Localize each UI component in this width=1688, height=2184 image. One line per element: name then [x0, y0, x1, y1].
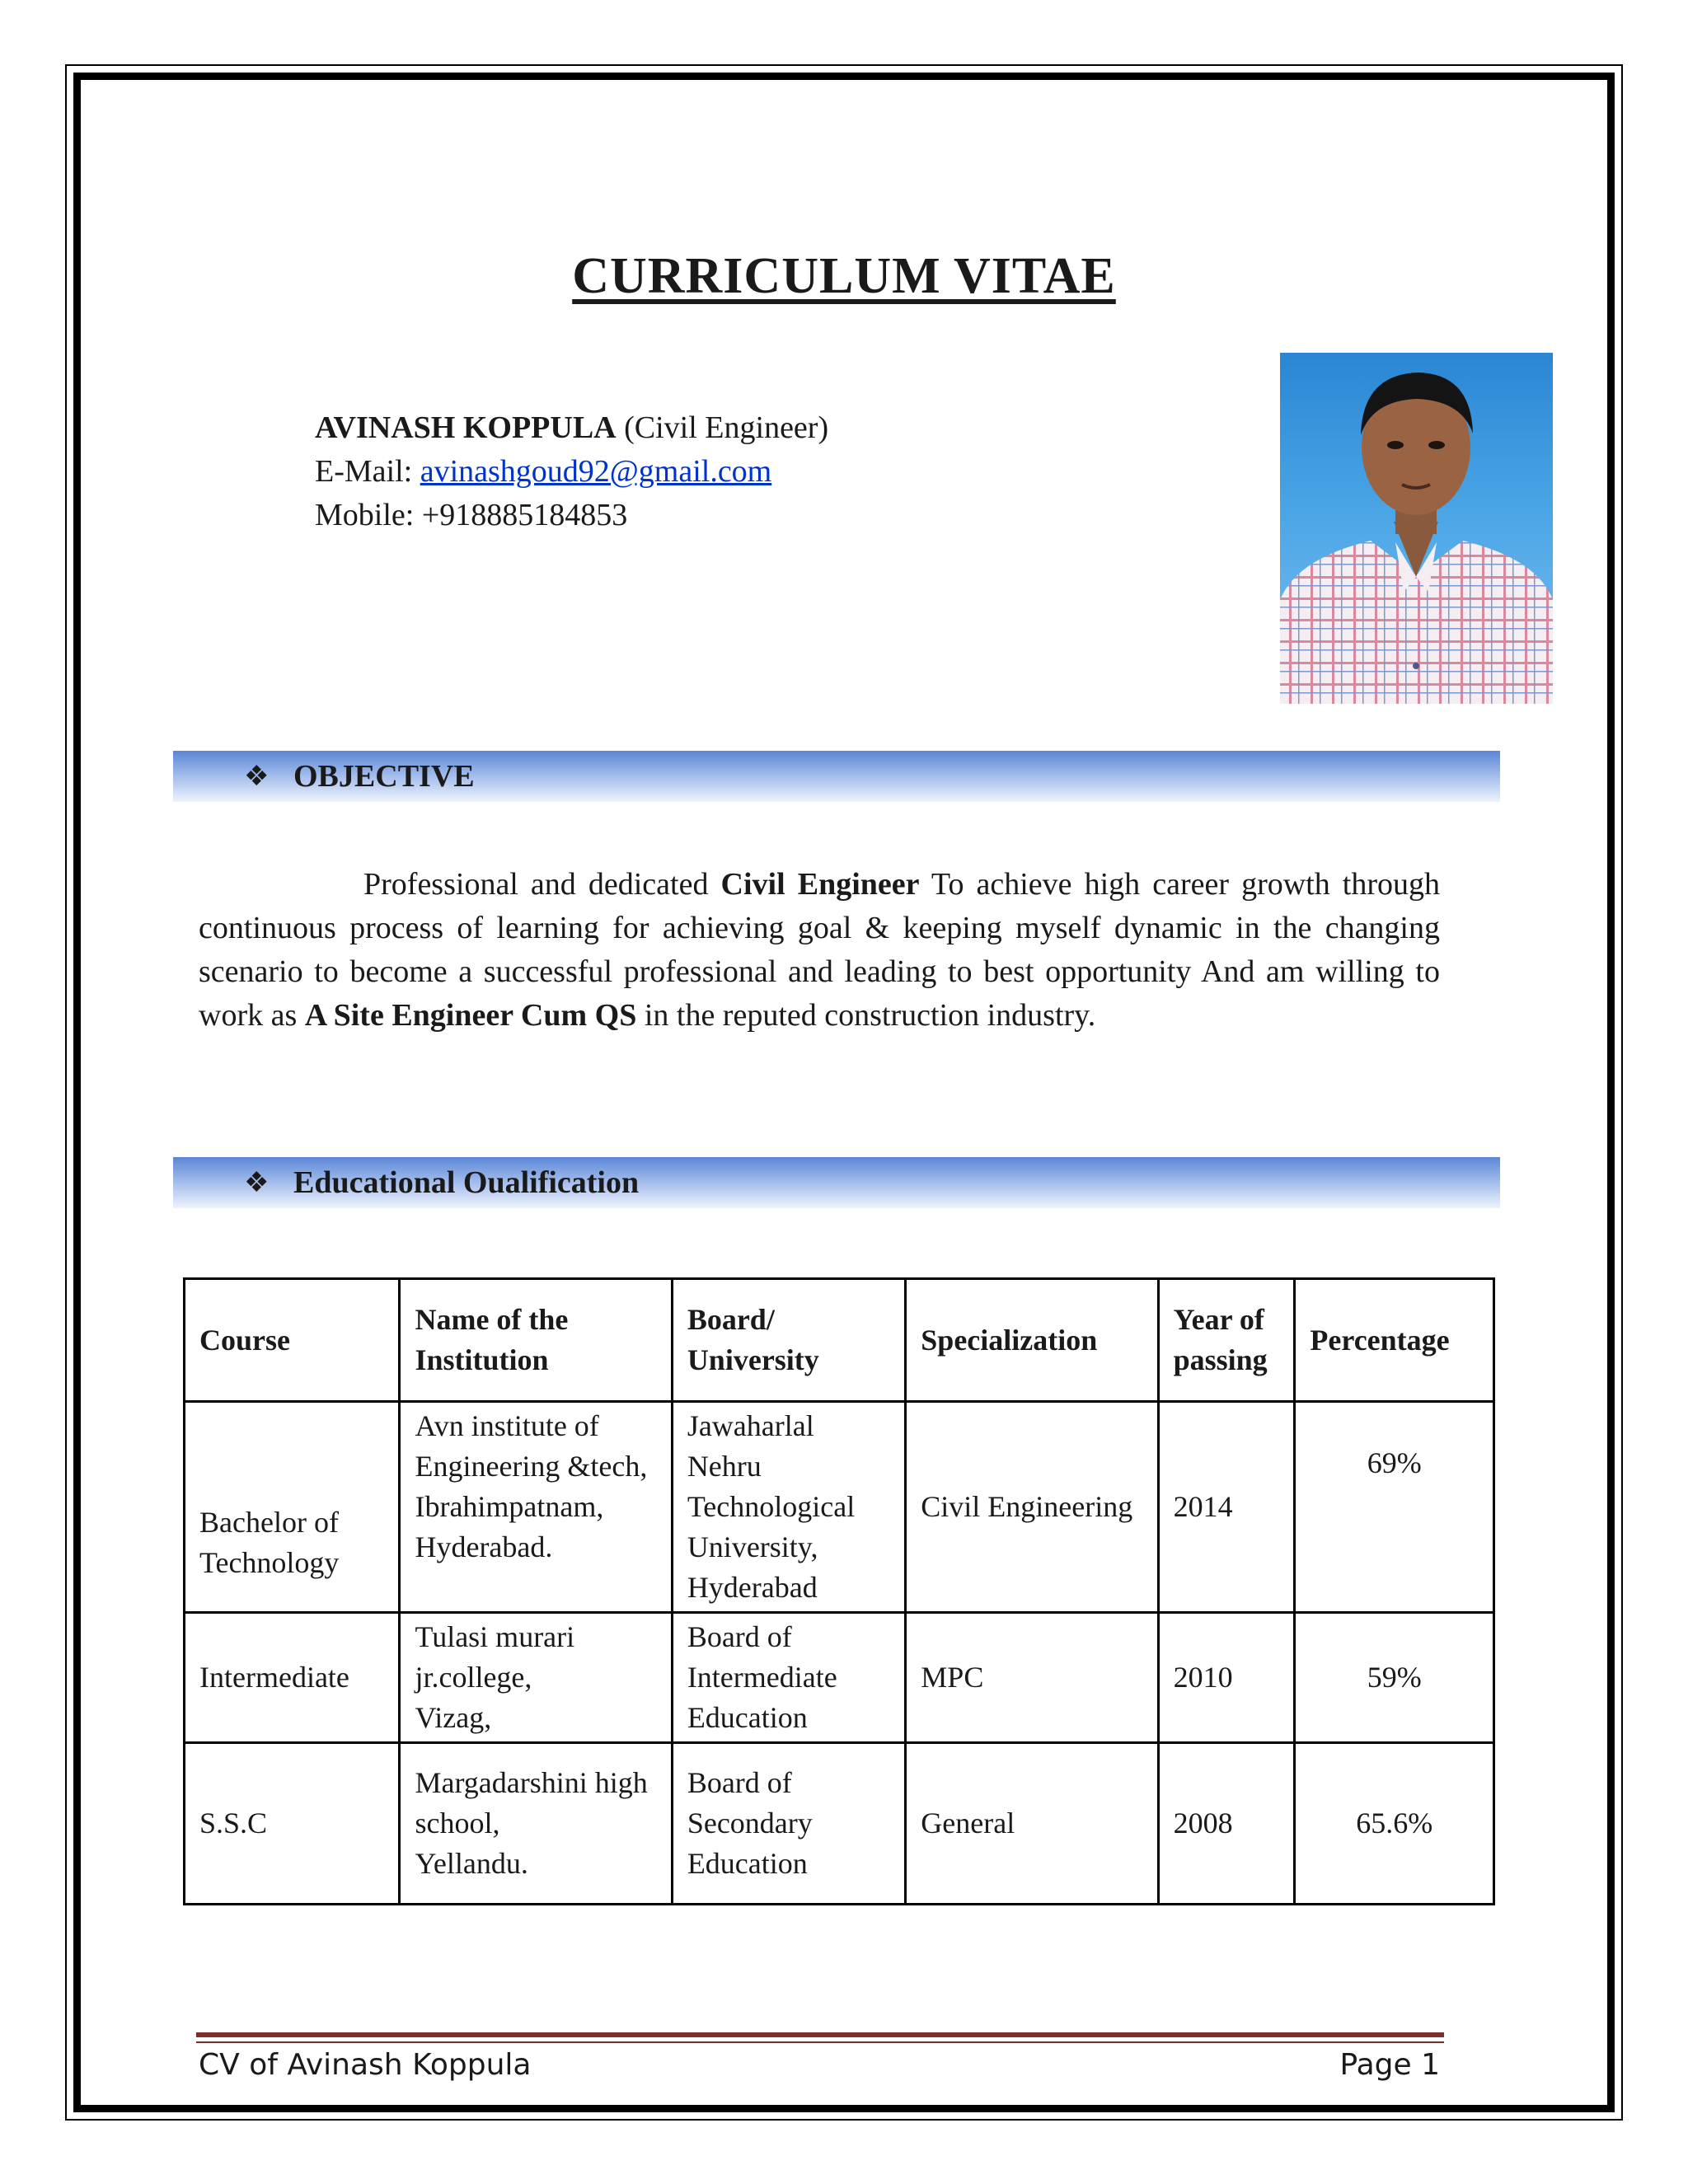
candidate-name: AVINASH KOPPULA: [315, 410, 617, 445]
profile-photo: [1280, 353, 1553, 704]
cell-board: Jawaharlal Nehru Technological University, Hyderabad: [672, 1402, 905, 1613]
mobile-line: [315, 494, 828, 537]
cell-course: Bachelor of Technology: [185, 1402, 400, 1613]
footer-page-number: Page 1: [1339, 2048, 1440, 2082]
cell-percentage: 69%: [1295, 1402, 1494, 1613]
cell-board: Board of Intermediate Education: [672, 1613, 905, 1743]
header-board: Board/ University: [672, 1279, 905, 1402]
table-row: [185, 1743, 1494, 1905]
mobile-label: Mobile:: [315, 498, 415, 532]
header-institution: Name of the Institution: [400, 1279, 672, 1402]
cell-year: 2008: [1158, 1743, 1295, 1905]
education-table: [183, 1277, 1495, 1905]
name-line: [315, 406, 828, 450]
candidate-role: (Civil Engineer): [624, 410, 829, 445]
table-row: [185, 1402, 1494, 1613]
education-heading: Educational Oualification: [293, 1165, 640, 1200]
footer-divider-thin: [196, 2041, 1444, 2043]
cell-institution: Avn institute of Engineering &tech, Ibrahimpatnam, Hyderabad.: [400, 1402, 672, 1613]
footer-divider: [196, 2032, 1444, 2037]
table-row: [185, 1613, 1494, 1743]
email-line: [315, 450, 828, 494]
objective-text-1: Professional and dedicated: [363, 867, 721, 902]
objective-text-2: To achieve high career growth through continuous process of learning for achieving goal & keeping myself dynamic in the changing scenario to become a successful professional and leading to best opportunity And am willing to work as: [199, 867, 1441, 1033]
cell-specialization: General: [906, 1743, 1158, 1905]
cell-specialization: MPC: [906, 1613, 1158, 1743]
cell-board: Board of Secondary Education: [672, 1743, 905, 1905]
objective-bold-2: A Site Engineer Cum QS: [304, 998, 637, 1033]
email-link[interactable]: avinashgoud92@gmail.com: [420, 454, 772, 489]
cell-percentage: 59%: [1295, 1613, 1494, 1743]
header-specialization: Specialization: [906, 1279, 1158, 1402]
diamond-bullet-icon: ❖: [244, 1168, 270, 1198]
objective-heading: OBJECTIVE: [293, 759, 475, 794]
cell-year: 2010: [1158, 1613, 1295, 1743]
contact-block: [315, 406, 828, 537]
cell-course: S.S.C: [185, 1743, 400, 1905]
header-course: Course: [185, 1279, 400, 1402]
header-year: Year of passing: [1158, 1279, 1295, 1402]
page-title: CURRICULUM VITAE: [572, 248, 1116, 304]
footer-document-name: CV of Avinash Koppula: [199, 2048, 532, 2082]
education-section-header: [173, 1157, 1500, 1208]
objective-section-header: [173, 751, 1500, 802]
objective-text-3: in the reputed construction industry.: [636, 998, 1096, 1033]
email-label: E-Mail:: [315, 454, 413, 489]
diamond-bullet-icon: ❖: [244, 762, 270, 792]
cell-year: 2014: [1158, 1402, 1295, 1613]
cell-institution: Tulasi murari jr.college, Vizag,: [400, 1613, 672, 1743]
cell-course: Intermediate: [185, 1613, 400, 1743]
objective-paragraph: [199, 863, 1440, 1038]
objective-bold-1: Civil Engineer: [720, 867, 920, 902]
table-header-row: [185, 1279, 1494, 1402]
cell-percentage: 65.6%: [1295, 1743, 1494, 1905]
cell-institution: Margadarshini high school, Yellandu.: [400, 1743, 672, 1905]
mobile-number: +918885184853: [421, 498, 628, 532]
header-percentage: Percentage: [1295, 1279, 1494, 1402]
cell-specialization: Civil Engineering: [906, 1402, 1158, 1613]
